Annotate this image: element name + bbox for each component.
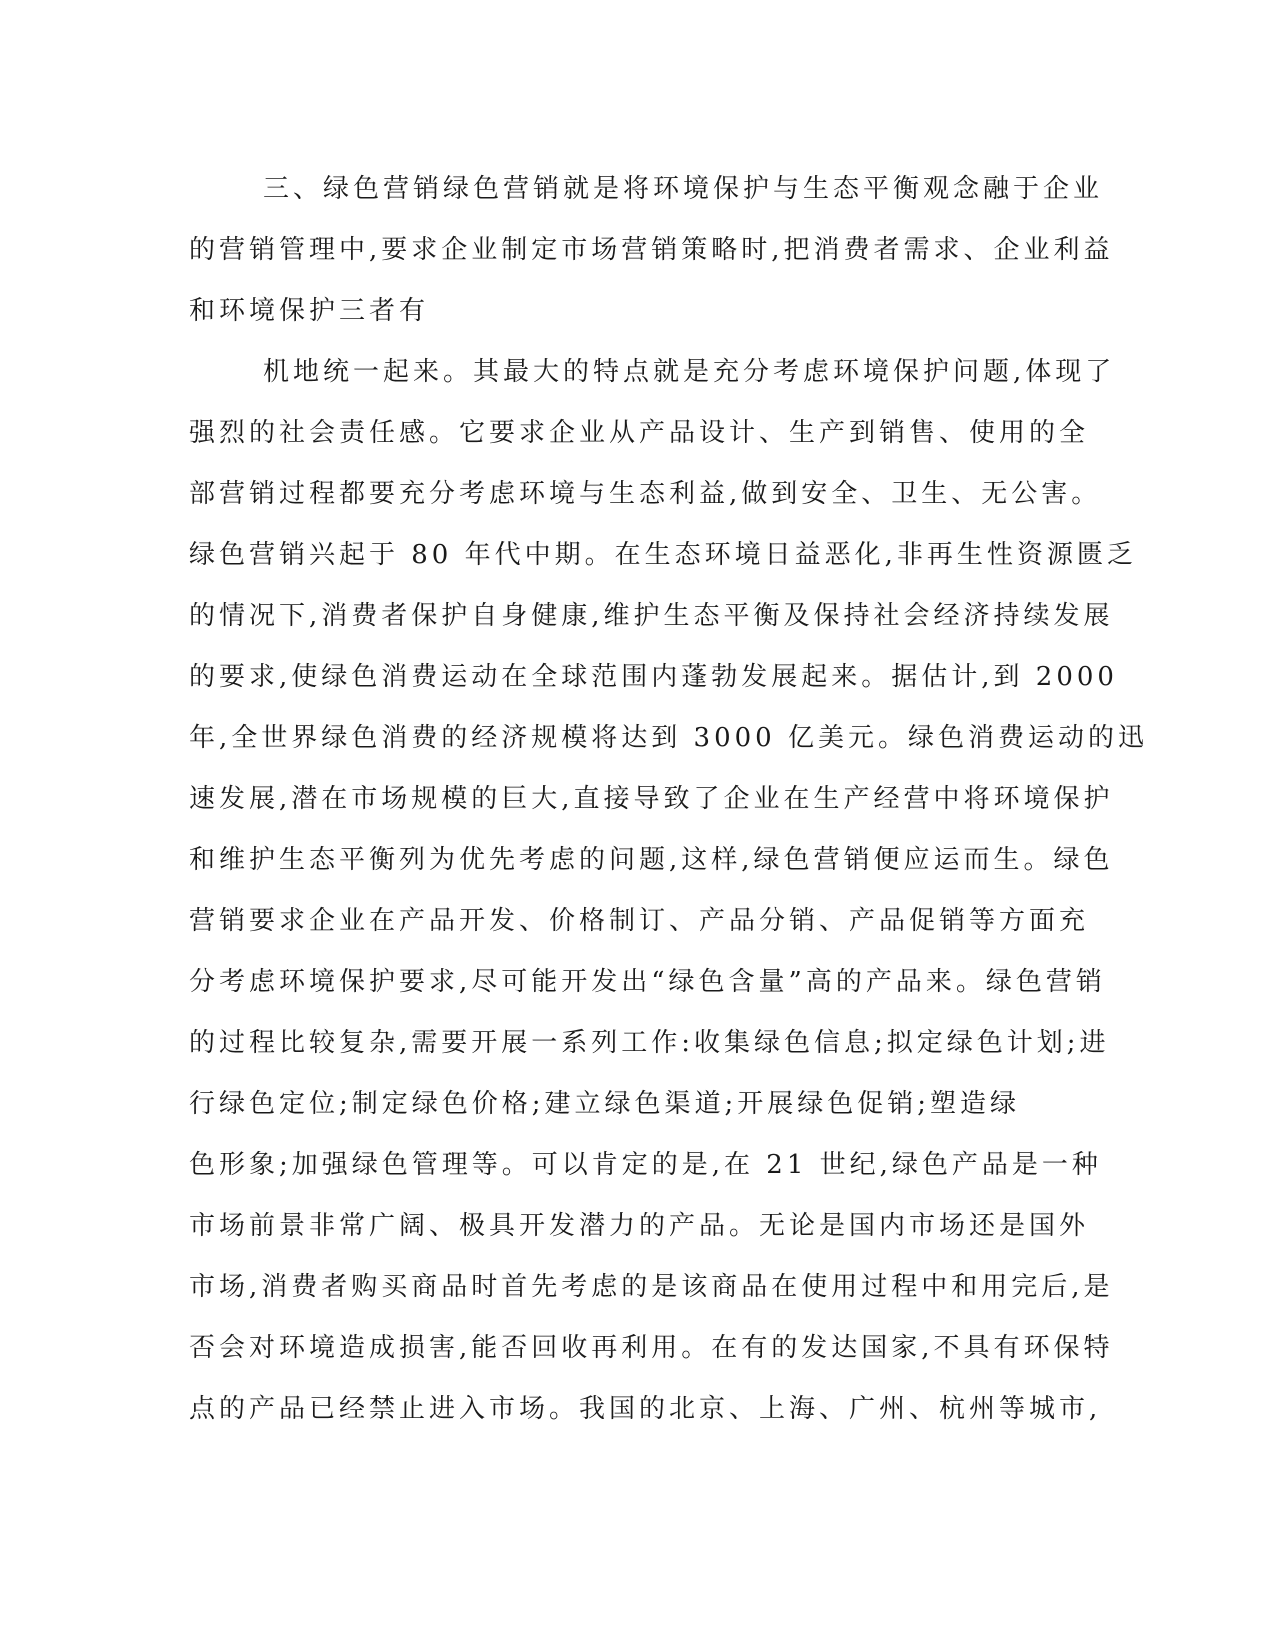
text-line: 营销要求企业在产品开发、价格制订、产品分销、产品促销等方面充 (189, 906, 1090, 936)
text-line: 市场前景非常广阔、极具开发潜力的产品。无论是国内市场还是国外 (189, 1211, 1090, 1241)
text-line: 部营销过程都要充分考虑环境与生态利益,做到安全、卫生、无公害。 (189, 479, 1102, 509)
text-line: 市场,消费者购买商品时首先考虑的是该商品在使用过程中和用完后,是 (189, 1272, 1114, 1302)
text-line: 的营销管理中,要求企业制定市场营销策略时,把消费者需求、企业利益 (189, 235, 1114, 265)
text-line: 绿色营销兴起于 80 年代中期。在生态环境日益恶化,非再生性资源匮乏 (189, 540, 1137, 570)
text-line: 和维护生态平衡列为优先考虑的问题,这样,绿色营销便应运而生。绿色 (189, 845, 1114, 875)
text-line: 行绿色定位;制定绿色价格;建立绿色渠道;开展绿色促销;塑造绿 (189, 1089, 1021, 1119)
text-line: 点的产品已经禁止进入市场。我国的北京、上海、广州、杭州等城市, (189, 1394, 1102, 1424)
text-line: 的情况下,消费者保护自身健康,维护生态平衡及保持社会经济持续发展 (189, 601, 1114, 631)
text-line: 色形象;加强绿色管理等。可以肯定的是,在 21 世纪,绿色产品是一种 (189, 1150, 1102, 1180)
text-line: 年,全世界绿色消费的经济规模将达到 3000 亿美元。绿色消费运动的迅 (189, 723, 1148, 753)
text-line: 的过程比较复杂,需要开展一系列工作:收集绿色信息;拟定绿色计划;进 (189, 1028, 1110, 1058)
text-line: 和环境保护三者有 (189, 296, 430, 326)
text-line: 速发展,潜在市场规模的巨大,直接导致了企业在生产经营中将环境保护 (189, 784, 1114, 814)
text-line: 的要求,使绿色消费运动在全球范围内蓬勃发展起来。据估计,到 2000 (189, 662, 1118, 692)
text-line: 机地统一起来。其最大的特点就是充分考虑环境保护问题,体现了 (263, 357, 1116, 387)
text-line: 分考虑环境保护要求,尽可能开发出“绿色含量”高的产品来。绿色营销 (189, 967, 1106, 997)
text-line: 否会对环境造成损害,能否回收再利用。在有的发达国家,不具有环保特 (189, 1333, 1114, 1363)
text-line: 强烈的社会责任感。它要求企业从产品设计、生产到销售、使用的全 (189, 418, 1090, 448)
body-text (189, 159, 1148, 1440)
text-line: 三、绿色营销绿色营销就是将环境保护与生态平衡观念融于企业 (263, 174, 1104, 204)
